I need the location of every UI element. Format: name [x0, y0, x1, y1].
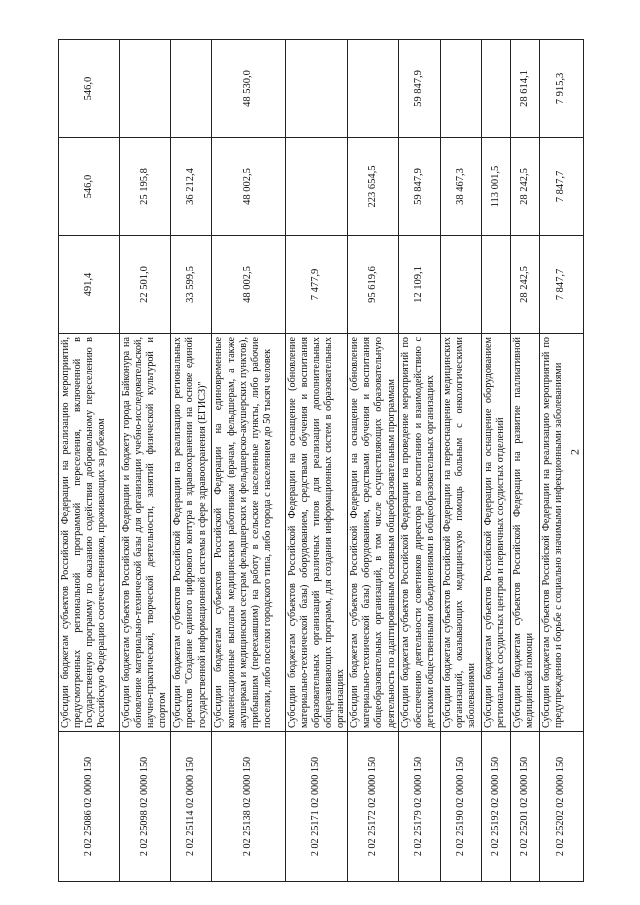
- amount-year-3: [348, 40, 399, 138]
- amount-year-2: 28 242,5: [510, 138, 539, 236]
- income-description: Субсидии бюджетам субъектов Российской Федерации на развитие паллиативной медицинской помощи: [510, 334, 539, 732]
- table-row: [481, 40, 510, 882]
- amount-year-2: 7 847,7: [539, 138, 583, 236]
- income-description: Субсидии бюджетам субъектов Российской Федерации на оснащение (обновление материально-технической базы) оборудованием, средствами обучения и воспитания общеобразовательных организаций, в том числе осуществляющих образовательную деятельность по адаптированным основным общеобразовательным программам: [348, 334, 399, 732]
- budget-code: 2 02 25202 02 0000 150: [539, 732, 583, 882]
- amount-year-2: [285, 138, 348, 236]
- amount-year-3: [481, 40, 510, 138]
- amount-year-3: 48 530,0: [212, 40, 285, 138]
- table-row: [171, 40, 212, 882]
- budget-code: 2 02 25086 02 0000 150: [59, 732, 120, 882]
- table-row: [510, 40, 539, 882]
- budget-code: 2 02 25201 02 0000 150: [510, 732, 539, 882]
- amount-year-1: 7 847,7: [539, 236, 583, 334]
- table-row: [212, 40, 285, 882]
- amount-year-2: 48 002,5: [212, 138, 285, 236]
- amount-year-1: 28 242,5: [510, 236, 539, 334]
- amount-year-3: 7 915,3: [539, 40, 583, 138]
- amount-year-3: 28 614,1: [510, 40, 539, 138]
- budget-code: 2 02 25114 02 0000 150: [171, 732, 212, 882]
- amount-year-1: [481, 236, 510, 334]
- amount-year-1: 48 002,5: [212, 236, 285, 334]
- amount-year-2: 36 212,4: [171, 138, 212, 236]
- amount-year-1: 22 501,0: [120, 236, 171, 334]
- page-number: 2: [567, 449, 582, 455]
- budget-code: 2 02 25192 02 0000 150: [481, 732, 510, 882]
- income-description: Субсидии бюджетам субъектов Российской Федерации на оснащение оборудованием региональных сосудистых центров и первичных сосудистых отделений: [481, 334, 510, 732]
- budget-code: 2 02 25171 02 0000 150: [285, 732, 348, 882]
- income-description: Субсидии бюджетам субъектов Российской Федерации на реализацию мероприятий по предупреждению и борьбе с социально значимыми инфекционными заболеваниями: [539, 334, 583, 732]
- amount-year-2: 59 847,9: [399, 138, 440, 236]
- amount-year-3: [285, 40, 348, 138]
- amount-year-2: 546,0: [59, 138, 120, 236]
- amount-year-2: 25 195,8: [120, 138, 171, 236]
- budget-code: 2 02 25172 02 0000 150: [348, 732, 399, 882]
- table-row: [348, 40, 399, 882]
- amount-year-1: 33 599,5: [171, 236, 212, 334]
- table-row: [120, 40, 171, 882]
- budget-table: [58, 39, 584, 882]
- amount-year-3: 59 847,9: [399, 40, 440, 138]
- amount-year-1: 7 477,9: [285, 236, 348, 334]
- table-row: [539, 40, 583, 882]
- budget-code: 2 02 25098 02 0000 150: [120, 732, 171, 882]
- income-description: Субсидии бюджетам субъектов Российской Федерации на оснащение (обновление материально-технической базы) оборудованием, средствами обучения и воспитания образовательных организаций различных типов для реализации дополнительных общеразвивающих программ, для создания информационных систем в образовательных организациях: [285, 334, 348, 732]
- amount-year-3: [120, 40, 171, 138]
- amount-year-2: 113 001,5: [481, 138, 510, 236]
- table-row: [440, 40, 481, 882]
- amount-year-3: 546,0: [59, 40, 120, 138]
- budget-code: 2 02 25190 02 0000 150: [440, 732, 481, 882]
- table-row: [399, 40, 440, 882]
- amount-year-1: 491,4: [59, 236, 120, 334]
- budget-code: 2 02 25179 02 0000 150: [399, 732, 440, 882]
- table-row: [285, 40, 348, 882]
- income-description: Субсидии бюджетам субъектов Российской Федерации на реализацию региональных проектов "Создание единого цифрового контура в здравоохранении на основе единой государственной информационной системы в сфере здравоохранения (ЕГИСЗ)": [171, 334, 212, 732]
- income-description: Субсидии бюджетам субъектов Российской Федерации и бюджету города Байконура на обновление материально-технической базы для организации учебно-исследовательской, научно-практической, творческой деятельности, занятий физической культурой и спортом: [120, 334, 171, 732]
- amount-year-3: [171, 40, 212, 138]
- amount-year-1: [440, 236, 481, 334]
- rotated-page: [58, 40, 584, 882]
- income-description: Субсидии бюджетам субъектов Российской Федерации на проведение мероприятий по обеспечению деятельности советников директора по воспитанию и взаимодействию с детскими общественными объединениями в общеобразовательных организациях: [399, 334, 440, 732]
- amount-year-1: 95 619,6: [348, 236, 399, 334]
- amount-year-1: 12 109,1: [399, 236, 440, 334]
- budget-code: 2 02 25138 02 0000 150: [212, 732, 285, 882]
- income-description: Субсидии бюджетам субъектов Российской Федерации на реализацию мероприятий, предусмотренных региональной программой переселения, включенной в Государственную программу по оказанию содействия добровольному переселению в Российскую Федерацию соотечественников, проживающих за рубежом: [59, 334, 120, 732]
- amount-year-3: [440, 40, 481, 138]
- income-description: Субсидии бюджетам субъектов Российской Федерации на единовременные компенсационные выплаты медицинским работникам (врачам, фельдшерам, а также акушеркам и медицинским сестрам фельдшерских и фельдшерско-акушерских пунктов), прибывшим (переехавшим) на работу в сельские населенные пункты, либо рабочие поселки, либо поселки городского типа, либо города с населением до 50 тысяч человек: [212, 334, 285, 732]
- table-row: [59, 40, 120, 882]
- income-description: Субсидии бюджетам субъектов Российской Федерации на переоснащение медицинских организаций, оказывающих медицинскую помощь больным с онкологическими заболеваниями: [440, 334, 481, 732]
- amount-year-2: 38 467,3: [440, 138, 481, 236]
- amount-year-2: 223 654,5: [348, 138, 399, 236]
